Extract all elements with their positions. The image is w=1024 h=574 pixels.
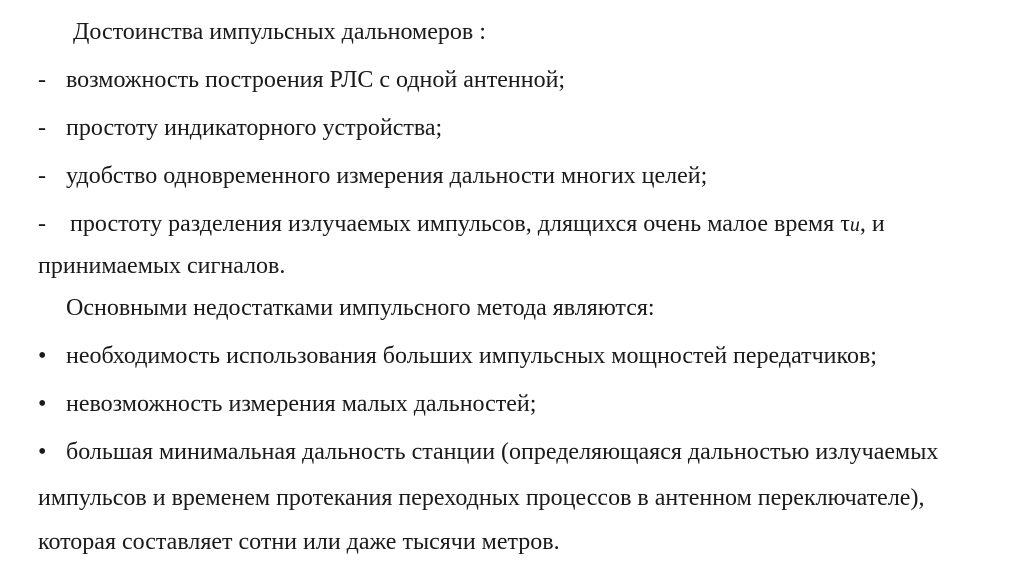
disadvantage-continuation: которая составляет сотни или даже тысячи метров.	[38, 529, 560, 555]
bullet-marker: •	[38, 439, 47, 465]
advantage-text: простоту разделения излучаемых импульсов, длящихся очень малое время	[70, 211, 841, 237]
bullet-marker: •	[38, 391, 47, 417]
advantage-item: простоту индикаторного устройства;	[66, 115, 443, 141]
dash-marker: -	[38, 211, 46, 237]
advantage-item	[70, 212, 885, 236]
advantages-heading: Достоинства импульсных дальномеров :	[73, 19, 486, 45]
disadvantage-item: большая минимальная дальность станции (определяющаяся дальностью излучаемых	[66, 439, 939, 465]
disadvantage-continuation: импульсов и временем протекания переходных процессов в антенном переключателе),	[38, 485, 925, 511]
advantage-text-end: , и	[859, 211, 885, 237]
tau-subscript: и	[849, 214, 860, 236]
advantage-continuation: принимаемых сигналов.	[38, 253, 286, 279]
tau-symbol: τ	[840, 211, 850, 237]
disadvantages-heading: Основными недостатками импульсного метода являются:	[66, 295, 655, 321]
advantage-item: удобство одновременного измерения дальности многих целей;	[66, 163, 708, 189]
bullet-marker: •	[38, 343, 47, 369]
disadvantage-item: необходимость использования больших импульсных мощностей передатчиков;	[66, 343, 877, 369]
dash-marker: -	[38, 115, 46, 141]
advantage-item: возможность построения РЛС с одной антенной;	[66, 67, 566, 93]
disadvantage-item: невозможность измерения малых дальностей;	[66, 391, 537, 417]
dash-marker: -	[38, 67, 46, 93]
dash-marker: -	[38, 163, 46, 189]
